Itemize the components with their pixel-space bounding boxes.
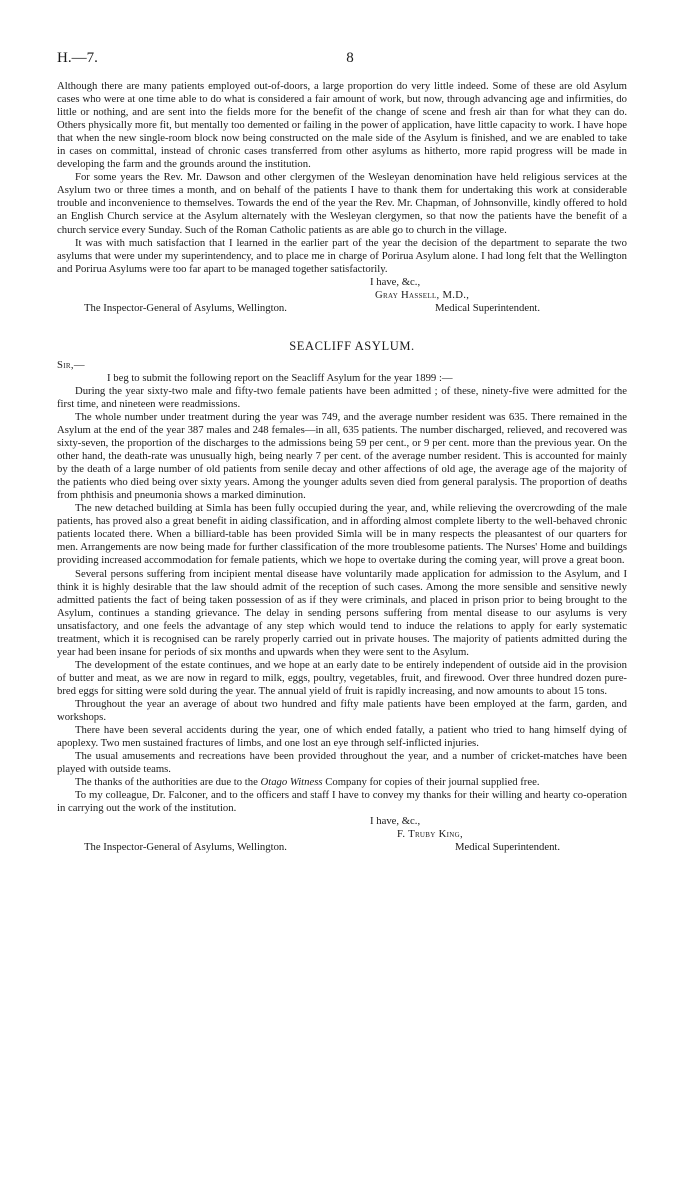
thanks-paragraph <box>57 776 627 789</box>
newspaper-name: Otago Witness <box>260 776 323 789</box>
addressee: The Inspector-General of Asylums, Wellington. <box>84 301 287 314</box>
intro-line: I beg to submit the following report on the Seacliff Asylum for the year 1899 :— <box>107 371 453 384</box>
salutation: Sir,— <box>57 358 85 371</box>
signatory-title: Medical Superintendent. <box>435 301 541 314</box>
seacliff-sign-off <box>57 815 627 867</box>
seacliff-paragraph: The new detached building at Simla has been fully occupied during the year, and, while relieving the overcrowding of the male patients, has proved also a great benefit in aiding classification, and in affording almost complete liberty to the well-behaved chronic patients located there. When a billiard-table has been provided Simla will be in many respects the pleasantest of our quarters for men. Arrangements are now being made for further classification of the more troublesome patients. The Nurses' Home and buildings providing increased accommodation for female patients, which we hope to overtake during the coming year, will prove a great boon. <box>57 502 627 567</box>
porirua-paragraph: It was with much satisfaction that I learned in the earlier part of the year the decision of the department to separate the two asylums that were under my superintendency, and to place me in charge of Porirua Asylum alone. I had long felt that the Wellington and Porirua Asylums were too far apart to be managed together satisfactorily. <box>57 236 627 275</box>
signatory-title: Medical Superintendent. <box>455 841 561 854</box>
seacliff-paragraph: Throughout the year an average of about two hundred and fifty male patients have been employed at the farm, garden, and workshops. <box>57 697 627 724</box>
porirua-paragraph: For some years the Rev. Mr. Dawson and other clergymen of the Wesleyan denomination have held religious services at the Asylum two or three times a month, and on behalf of the patients I have to thank them for undertaking this work at considerable trouble and inconvenience to themselves. Towards the end of the year the Rev. Mr. Chapman, of Johnsonville, kindly offered to hold an English Church service at the Asylum alternately with the Wesleyan clergymen, so that now the patients have the benefit of a church service every Sunday. Such of the Roman Catholic patients as are able go to church in the village. <box>57 171 627 236</box>
report-body <box>57 80 627 867</box>
seacliff-paragraph: The development of the estate continues, and we hope at an early date to be entirely independent of outside aid in the provision of butter and meat, as we are now in regard to milk, eggs, poultry, vegetables, fruit, and firewood. Over three hundred dozen pure-bred eggs for sitting were sold during the year. The annual yield of fruit is rapidly increasing, and now amounts to about 15 tons. <box>57 658 627 697</box>
porirua-paragraph: Although there are many patients employed out-of-doors, a large proportion do very little indeed. Some of these are old Asylum cases who were at one time able to do what is considered a fair amount of work, but now, through advancing age and infirmities, do little or nothing, and are sent into the fields more for the benefit of the change of scene and fresh air than for what they can do. Others physically more fit, but mentally too demented or failing in the power of application, have little capacity to work. I have hope that when the new single-room block now being constructed on the male side of the Asylum is finished, and we are enabled to take in cases on committal, instead of chronic cases transferred from other asylums as hitherto, more rapid progress will be made in developing the farm and the grounds around the institution. <box>57 80 627 171</box>
page-number: 8 <box>346 50 354 66</box>
seacliff-paragraph: There have been several accidents during the year, one of which ended fatally, a patient who tried to hang himself dying of apoplexy. Two men sustained fractures of limbs, and one lost an eye through self-inflicted injuries. <box>57 724 627 750</box>
section-heading: SEACLIFF ASYLUM. <box>289 338 415 353</box>
closing-phrase: I have, &c., <box>370 815 421 828</box>
thanks-text-end: Company for copies of their journal supplied free. <box>322 776 540 789</box>
seacliff-paragraph: The usual amusements and recreations have been provided throughout the year, and a number of cricket-matches have been played with outside teams. <box>57 750 627 776</box>
signature: Gray Hassell, M.D., <box>375 288 470 301</box>
seacliff-paragraph: The whole number under treatment during the year was 749, and the average number resident was 635. There remained in the Asylum at the end of the year 387 males and 248 females—in all, 635 patients. The number discharged, relieved, and recovered was sixty-seven, the proportion of the discharges to the admissions being 59 per cent., or 9 per cent. more than the previous year. On the other hand, the death-rate was unusually high, being nearly 7 per cent. of the average number resident. This is accounted for mainly by the death of a large number of old patients from senile decay and other affections of old age, the average age of the majority of the patients who died being over sixty years. Among the younger adults seven died from general paralysis. The proportion of deaths from phthisis and pneumonia shows a marked diminution. <box>57 410 627 502</box>
porirua-sign-off <box>57 276 627 328</box>
page-header <box>0 50 700 70</box>
signature: F. Truby King, <box>397 828 463 841</box>
closing-phrase: I have, &c., <box>370 275 421 288</box>
thanks-text-start: The thanks of the authorities are due to the <box>75 776 261 789</box>
document-reference: H.—7. <box>57 50 98 66</box>
seacliff-paragraph: To my colleague, Dr. Falconer, and to the officers and staff I have to convey my thanks for their willing and hearty co-operation in carrying out the work of the institution. <box>57 789 627 815</box>
addressee: The Inspector-General of Asylums, Wellington. <box>84 841 287 854</box>
seacliff-paragraph: Several persons suffering from incipient mental disease have voluntarily made application for admission to the Asylum, and I think it is highly desirable that the law should admit of the reception of such cases. Among the more sensible and sensitive newly admitted patients the fact of being taken possession of as if they were criminals, and placed in prison prior to being brought to the Asylum, continues a standing grievance. The delay in sending persons suffering from mental disease to our asylums is very unsatisfactory, and one feels the advantage of any step which would tend to induce the relations to apply for early systematic treatment, which it is recognised can be rarely properly carried out in private houses. The majority of patients admitted during the year had been insane for periods of six months and upwards when they were sent to the Asylum. <box>57 567 627 658</box>
seacliff-paragraph: During the year sixty-two male and fifty-two female patients have been admitted ; of these, ninety-five were admitted for the first time, and nineteen were readmissions. <box>57 384 627 410</box>
